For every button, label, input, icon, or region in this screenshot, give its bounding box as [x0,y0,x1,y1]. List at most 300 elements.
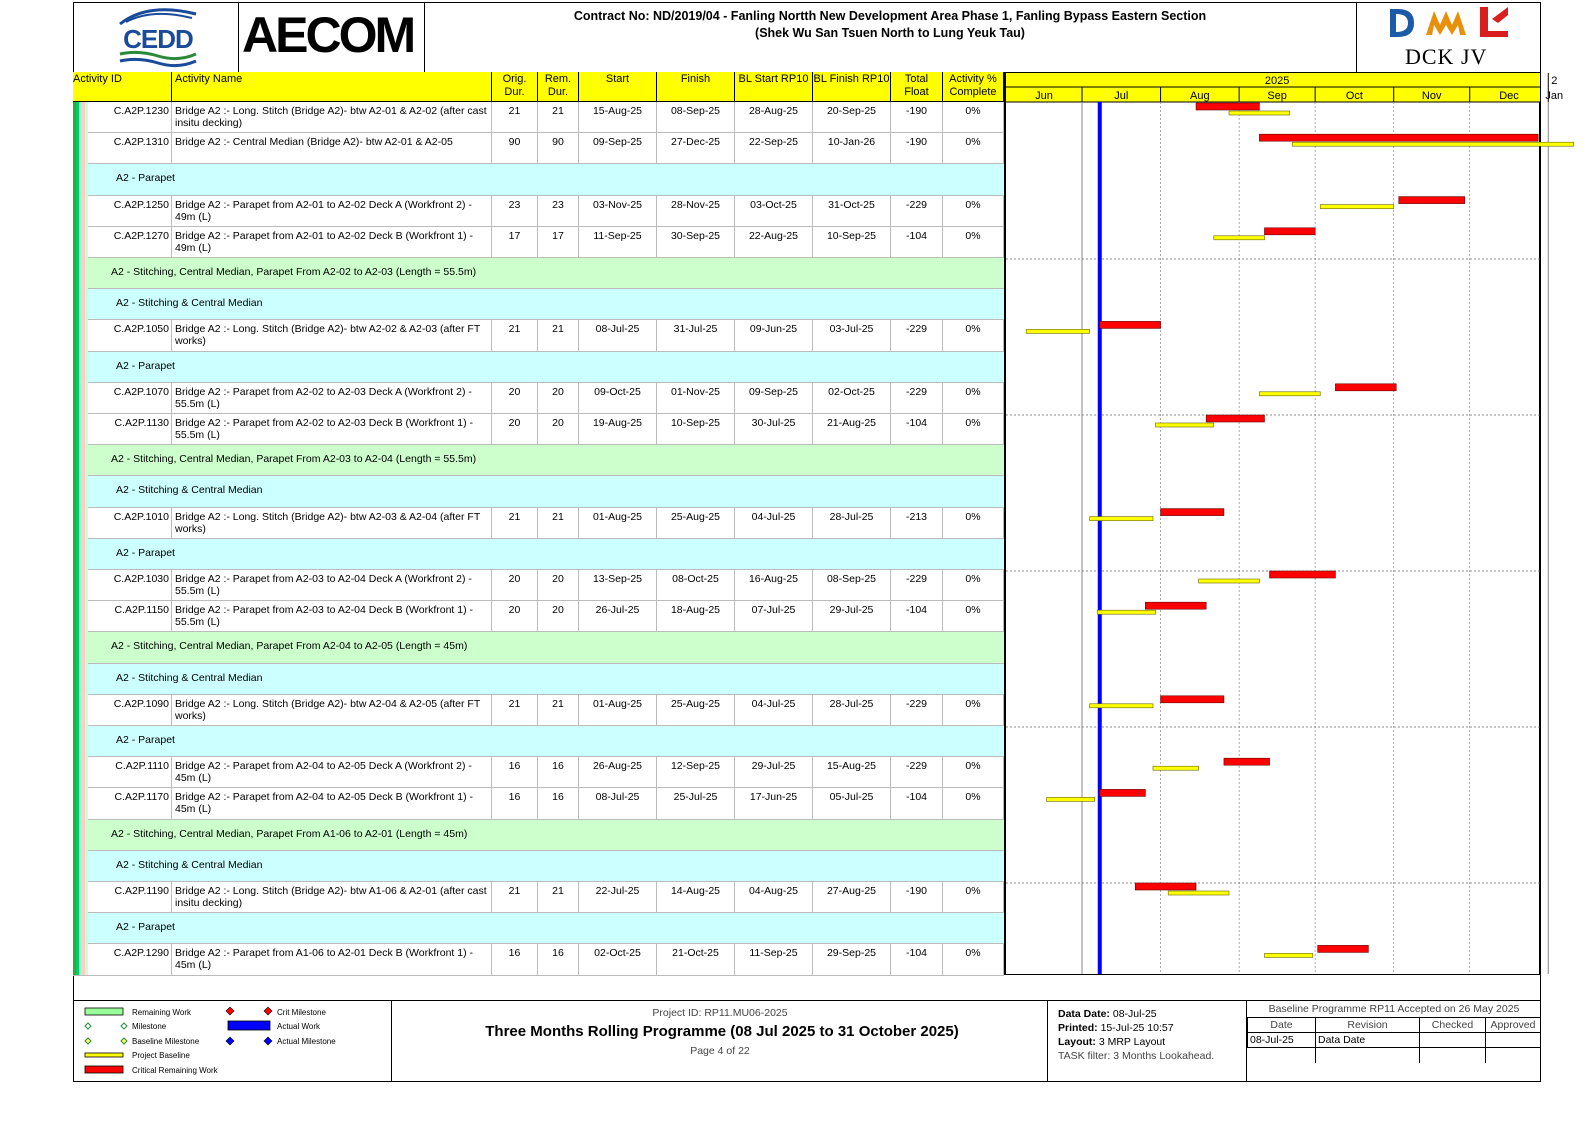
cell-finish: 27-Dec-25 [657,133,735,163]
cell-tf: -190 [891,133,943,163]
cell-name: Bridge A2 :- Long. Stitch (Bridge A2)- btw A1-06 & A2-01 (after cast insitu decking) [172,882,492,912]
wbs-band-row[interactable] [73,289,1004,320]
wbs-band-row[interactable] [73,445,1004,476]
cell-bls: 28-Aug-25 [735,102,813,132]
aecom-logo: AECOM [242,7,414,63]
cell-rem: 23 [538,196,579,226]
cell-blf: 29-Sep-25 [813,944,891,974]
cell-finish: 14-Aug-25 [657,882,735,912]
col-pct-complete[interactable] [943,72,1004,102]
cell-bls: 03-Oct-25 [735,196,813,226]
cell-bls: 04-Jul-25 [735,695,813,725]
cell-id: C.A2P.1110 [99,757,172,787]
legend [73,1000,392,1082]
cell-rem: 90 [538,133,579,163]
wbs-band-label: A2 - Stitching, Central Median, Parapet From A1-06 to A2-01 (Length = 45m) [111,827,468,840]
critical-bar [1318,945,1369,952]
cell-blf: 27-Aug-25 [813,882,891,912]
table-row[interactable] [73,570,1004,601]
col-bl-start[interactable]: BL Start RP10 [735,72,813,102]
cell-name: Bridge A2 :- Parapet from A2-01 to A2-02 Deck A (Workfront 2) - 49m (L) [172,196,492,226]
cell-start: 26-Jul-25 [579,601,657,631]
cell-blf: 02-Oct-25 [813,383,891,413]
cell-orig: 20 [492,383,538,413]
legend-baseline-ms: Baseline Milestone [132,1037,200,1046]
cell-start: 22-Jul-25 [579,882,657,912]
layout-value: 3 MRP Layout [1098,1036,1166,1048]
cell-rem: 21 [538,102,579,132]
critical-bar [1135,883,1196,890]
cell-blf: 15-Aug-25 [813,757,891,787]
legend-milestone: Milestone [132,1022,167,1031]
cell-id: C.A2P.1230 [99,102,172,132]
cedd-logo-text: CEDD [123,24,193,54]
cell-rem: 20 [538,570,579,600]
wbs-band-row[interactable] [73,539,1004,570]
cell-pct: 0% [943,695,1004,725]
cell-name: Bridge A2 :- Parapet from A1-06 to A2-01 Deck B (Workfront 1) - 45m (L) [172,944,492,974]
wbs-band-row[interactable] [73,820,1004,851]
cell-id: C.A2P.1050 [99,320,172,350]
cell-pct: 0% [943,196,1004,226]
cell-tf: -104 [891,944,943,974]
cedd-logo [118,6,198,68]
cell-bls: 04-Jul-25 [735,508,813,538]
printed-label: Printed: [1058,1022,1098,1034]
legend-actual: Actual Work [277,1022,320,1031]
cell-id: C.A2P.1250 [99,196,172,226]
task-filter: TASK filter: 3 Months Lookahead. [1058,1050,1215,1062]
cell-name: Bridge A2 :- Parapet from A2-01 to A2-02 Deck B (Workfront 1) - 49m (L) [172,227,492,257]
cell-orig: 20 [492,570,538,600]
rev-hdr-date: Date [1248,1018,1316,1033]
wbs-band-row[interactable] [73,664,1004,695]
cell-id: C.A2P.1170 [99,788,172,818]
col-rem-dur-l2: Dur. [547,85,569,98]
cell-bls: 09-Sep-25 [735,383,813,413]
cell-finish: 25-Aug-25 [657,695,735,725]
cell-rem: 16 [538,757,579,787]
cell-bls: 09-Jun-25 [735,320,813,350]
rev-revision: Data Date [1316,1033,1420,1048]
cell-name: Bridge A2 :- Parapet from A2-04 to A2-05 Deck B (Workfront 1) - 45m (L) [172,788,492,818]
month-label-dec: Dec [1499,90,1519,102]
cell-start: 19-Aug-25 [579,414,657,444]
baseline-bar [1090,517,1153,521]
baseline-bar [1199,579,1260,583]
critical-bar [1196,103,1259,110]
month-label-oct: Oct [1345,90,1363,102]
cell-tf: -229 [891,383,943,413]
cell-pct: 0% [943,601,1004,631]
wbs-band-row[interactable] [73,851,1004,882]
cell-tf: -229 [891,320,943,350]
critical-bar [1161,696,1224,703]
cell-finish: 08-Sep-25 [657,102,735,132]
cell-name: Bridge A2 :- Parapet from A2-02 to A2-03 Deck B (Workfront 1) - 55.5m (L) [172,414,492,444]
col-finish[interactable]: Finish [657,72,735,102]
table-row[interactable] [73,414,1004,445]
cell-start: 01-Aug-25 [579,695,657,725]
rev-date: 08-Jul-25 [1248,1033,1316,1048]
cell-name: Bridge A2 :- Long. Stitch (Bridge A2)- btw A2-02 & A2-03 (after FT works) [172,320,492,350]
cell-orig: 21 [492,882,538,912]
cell-name: Bridge A2 :- Parapet from A2-02 to A2-03 Deck A (Workfront 2) - 55.5m (L) [172,383,492,413]
rev-empty [1316,1048,1420,1063]
critical-bar [1335,384,1396,391]
cell-blf: 28-Jul-25 [813,695,891,725]
cell-start: 08-Jul-25 [579,788,657,818]
wbs-band-label: A2 - Parapet [116,359,175,372]
critical-bar [1224,758,1270,765]
cell-pct: 0% [943,570,1004,600]
critical-bar [1399,197,1465,204]
table-row[interactable] [73,601,1004,632]
rev-empty [1248,1048,1316,1063]
cell-pct: 0% [943,788,1004,818]
cell-pct: 0% [943,757,1004,787]
cell-start: 09-Oct-25 [579,383,657,413]
wbs-band-row[interactable] [73,258,1004,289]
baseline-bar [1259,392,1320,396]
cell-finish: 08-Oct-25 [657,570,735,600]
year-label: 2025 [1264,75,1290,87]
wbs-band-label: A2 - Stitching & Central Median [116,297,263,310]
contract-title [430,8,1350,42]
baseline-bar [1214,236,1265,240]
baseline-bar [1264,953,1312,957]
baseline-bar [1156,423,1214,427]
cell-start: 15-Aug-25 [579,102,657,132]
rev-hdr-checked: Checked [1420,1018,1486,1033]
col-orig-dur[interactable] [492,72,538,102]
legend-critical: Critical Remaining Work [132,1066,218,1075]
wbs-band-row[interactable] [73,476,1004,507]
cell-blf: 20-Sep-25 [813,102,891,132]
baseline-bar [1168,891,1229,895]
cell-finish: 01-Nov-25 [657,383,735,413]
cell-start: 02-Oct-25 [579,944,657,974]
cell-rem: 17 [538,227,579,257]
cell-orig: 20 [492,414,538,444]
cell-blf: 28-Jul-25 [813,508,891,538]
cell-rem: 16 [538,944,579,974]
header-divider [1356,2,1357,72]
table-row[interactable] [73,944,1004,975]
baseline-bar [1047,797,1095,801]
baseline-bar [1026,329,1089,333]
cell-blf: 10-Sep-25 [813,227,891,257]
table-row[interactable] [73,757,1004,788]
cell-start: 01-Aug-25 [579,508,657,538]
printed-line [1058,1021,1246,1035]
cell-bls: 17-Jun-25 [735,788,813,818]
month-label-nov: Nov [1421,90,1442,102]
cell-orig: 16 [492,757,538,787]
data-date-line [1058,1007,1246,1021]
col-total-float[interactable] [891,72,943,102]
cell-pct: 0% [943,508,1004,538]
cell-finish: 31-Jul-25 [657,320,735,350]
legend-actual-ms: Actual Milestone [277,1037,336,1046]
month-label-jun: Jun [1035,90,1053,102]
cell-pct: 0% [943,882,1004,912]
cell-bls: 22-Sep-25 [735,133,813,163]
baseline-bar [1153,766,1199,770]
cell-orig: 21 [492,508,538,538]
col-tf-l1: Total [904,73,929,85]
wbs-stripes [73,102,99,975]
col-activity-name[interactable]: Activity Name [172,72,492,102]
cell-name: Bridge A2 :- Long. Stitch (Bridge A2)- btw A2-04 & A2-05 (after FT works) [172,695,492,725]
cell-tf: -229 [891,757,943,787]
critical-bar [1264,228,1315,235]
cell-bls: 29-Jul-25 [735,757,813,787]
col-tf-l2: Float [904,85,929,98]
legend-remaining: Remaining Work [132,1008,191,1017]
cell-pct: 0% [943,320,1004,350]
contract-line-2: (Shek Wu San Tsuen North to Lung Yeuk Tau) [755,26,1025,40]
cell-start: 11-Sep-25 [579,227,657,257]
wbs-band-label: A2 - Stitching & Central Median [116,671,263,684]
critical-bar [1100,321,1161,328]
cell-tf: -213 [891,508,943,538]
table-row[interactable] [73,788,1004,819]
cell-id: C.A2P.1190 [99,882,172,912]
cell-rem: 21 [538,508,579,538]
cell-name: Bridge A2 :- Parapet from A2-03 to A2-04 Deck B (Workfront 1) - 55.5m (L) [172,601,492,631]
rev-hdr-approved: Approved [1486,1018,1541,1033]
cell-name: Bridge A2 :- Central Median (Bridge A2)- btw A2-01 & A2-05 [172,133,492,163]
cell-id: C.A2P.1150 [99,601,172,631]
cell-bls: 04-Aug-25 [735,882,813,912]
table-row[interactable] [73,227,1004,258]
cell-pct: 0% [943,133,1004,163]
cell-tf: -229 [891,695,943,725]
col-orig-dur-l2: Dur. [504,85,525,98]
cell-id: C.A2P.1310 [99,133,172,163]
dck-logo-text: DCK JV [1405,44,1488,69]
cell-name: Bridge A2 :- Parapet from A2-03 to A2-04 Deck A (Workfront 2) - 55.5m (L) [172,570,492,600]
baseline-bar [1090,704,1153,708]
baseline-bar [1320,205,1393,209]
cell-orig: 23 [492,196,538,226]
cell-pct: 0% [943,102,1004,132]
cell-id: C.A2P.1130 [99,414,172,444]
cell-bls: 16-Aug-25 [735,570,813,600]
col-rem-dur-l1: Rem. [544,73,572,85]
legend-crit-ms: Crit Milestone [277,1008,326,1017]
cell-pct: 0% [943,414,1004,444]
cell-id: C.A2P.1090 [99,695,172,725]
baseline-bar [1097,610,1155,614]
rev-empty [1486,1048,1541,1063]
cell-finish: 12-Sep-25 [657,757,735,787]
wbs-band-label: A2 - Stitching & Central Median [116,484,263,497]
cell-tf: -104 [891,601,943,631]
page-number: Page 4 of 22 [690,1045,750,1057]
gantt-svg [1006,73,1564,974]
cell-name: Bridge A2 :- Parapet from A2-04 to A2-05 Deck A (Workfront 2) - 45m (L) [172,757,492,787]
cell-rem: 21 [538,695,579,725]
baseline-note: Baseline Programme RP11 Accepted on 26 May 2025 [1268,1003,1520,1015]
cell-start: 13-Sep-25 [579,570,657,600]
wbs-band-label: A2 - Parapet [116,734,175,746]
cell-finish: 25-Jul-25 [657,788,735,818]
critical-bar [1161,509,1224,516]
cell-orig: 16 [492,788,538,818]
wbs-band-row[interactable] [73,352,1004,383]
cell-blf: 10-Jan-26 [813,133,891,163]
year-next-label: 2 [1551,75,1558,87]
legend-project-baseline: Project Baseline [132,1051,190,1060]
col-start[interactable]: Start [579,72,657,102]
cell-tf: -190 [891,882,943,912]
revision-block [1247,1000,1541,1082]
cell-bls: 11-Sep-25 [735,944,813,974]
data-date-line [1098,102,1102,974]
cell-rem: 16 [538,788,579,818]
cell-orig: 21 [492,695,538,725]
critical-bar [1206,415,1264,422]
table-row[interactable] [73,383,1004,414]
cell-pct: 0% [943,944,1004,974]
cell-blf: 05-Jul-25 [813,788,891,818]
critical-bar [1270,571,1336,578]
cell-orig: 20 [492,601,538,631]
cell-tf: -190 [891,102,943,132]
cell-finish: 18-Aug-25 [657,601,735,631]
wbs-band-row[interactable] [73,164,1004,195]
col-orig-dur-l1: Orig. [502,73,527,85]
cell-tf: -104 [891,788,943,818]
cell-id: C.A2P.1290 [99,944,172,974]
wbs-band-row[interactable] [73,632,1004,663]
table-row[interactable] [73,133,1004,164]
table-row[interactable] [73,102,1004,133]
month-label-jul: Jul [1114,90,1129,102]
table-row[interactable] [73,320,1004,351]
cell-tf: -104 [891,227,943,257]
wbs-band-label: A2 - Stitching, Central Median, Parapet From A2-04 to A2-05 (Length = 45m) [111,640,468,653]
layout-line [1058,1035,1246,1049]
table-row[interactable] [73,196,1004,227]
cell-orig: 17 [492,227,538,257]
cell-blf: 29-Jul-25 [813,601,891,631]
cell-id: C.A2P.1010 [99,508,172,538]
cell-bls: 30-Jul-25 [735,414,813,444]
cell-blf: 03-Jul-25 [813,320,891,350]
cell-tf: -229 [891,570,943,600]
cell-start: 09-Sep-25 [579,133,657,163]
cell-tf: -229 [891,196,943,226]
data-date-value: 08-Jul-25 [1112,1008,1157,1020]
cell-id: C.A2P.1070 [99,383,172,413]
col-rem-dur[interactable] [538,72,579,102]
rev-empty [1420,1048,1486,1063]
cell-name: Bridge A2 :- Long. Stitch (Bridge A2)- btw A2-01 & A2-02 (after cast insitu decking) [172,102,492,132]
wbs-band-row[interactable] [73,913,1004,944]
wbs-band-label: A2 - Parapet [116,172,175,185]
cell-id: C.A2P.1030 [99,570,172,600]
cell-blf: 31-Oct-25 [813,196,891,226]
cell-rem: 21 [538,882,579,912]
month-label-jan: Jan [1545,90,1564,102]
cell-blf: 21-Aug-25 [813,414,891,444]
gantt-chart [1004,72,1564,975]
critical-bar [1145,602,1206,609]
cell-start: 08-Jul-25 [579,320,657,350]
table-row[interactable] [73,508,1004,539]
cell-bls: 07-Jul-25 [735,601,813,631]
cell-finish: 25-Aug-25 [657,508,735,538]
rev-approved [1486,1033,1541,1048]
wbs-band-label: A2 - Stitching, Central Median, Parapet From A2-02 to A2-03 (Length = 55.5m) [111,266,477,278]
footer-title-block [392,1000,1048,1082]
rev-checked [1420,1033,1486,1048]
col-pct-l1: Activity % [949,73,997,85]
layout-label: Layout: [1058,1036,1096,1048]
cell-finish: 10-Sep-25 [657,414,735,444]
project-id: Project ID: RP11.MU06-2025 [652,1007,788,1019]
cell-id: C.A2P.1270 [99,227,172,257]
cell-rem: 20 [538,383,579,413]
cell-rem: 20 [538,601,579,631]
revision-table [1247,1017,1541,1063]
cell-start: 03-Nov-25 [579,196,657,226]
cell-tf: -104 [891,414,943,444]
cell-orig: 16 [492,944,538,974]
month-label-aug: Aug [1190,90,1210,102]
col-bl-finish[interactable]: BL Finish RP10 [813,72,891,102]
cell-finish: 21-Oct-25 [657,944,735,974]
cell-blf: 08-Sep-25 [813,570,891,600]
cell-finish: 28-Nov-25 [657,196,735,226]
cell-name: Bridge A2 :- Long. Stitch (Bridge A2)- btw A2-03 & A2-04 (after FT works) [172,508,492,538]
col-pct-l2: Complete [949,85,997,98]
cell-orig: 21 [492,102,538,132]
cell-pct: 0% [943,383,1004,413]
critical-bar [1259,134,1538,141]
wbs-band-label: A2 - Stitching, Central Median, Parapet From A2-03 to A2-04 (Length = 55.5m) [111,453,477,466]
table-row[interactable] [73,882,1004,913]
col-activity-id[interactable]: Activity ID [73,72,172,102]
wbs-band-label: A2 - Parapet [116,546,175,559]
cell-finish: 30-Sep-25 [657,227,735,257]
table-row[interactable] [73,695,1004,726]
dck-logo-icon [1388,5,1513,41]
cell-orig: 21 [492,320,538,350]
baseline-bar [1229,111,1290,115]
cell-pct: 0% [943,227,1004,257]
month-label-sep: Sep [1267,90,1287,102]
cell-rem: 21 [538,320,579,350]
printed-value: 15-Jul-25 10:57 [1100,1022,1174,1034]
date-block [1048,1000,1247,1082]
data-date-label: Data Date: [1058,1008,1110,1020]
cell-bls: 22-Aug-25 [735,227,813,257]
cell-orig: 90 [492,133,538,163]
contract-line-1: Contract No: ND/2019/04 - Fanling Nortth New Development Area Phase 1, Fanling Bypass Eastern Section [573,9,1207,23]
cell-start: 26-Aug-25 [579,757,657,787]
rev-hdr-revision: Revision [1316,1018,1420,1033]
legend-symbols [73,1001,392,1083]
wbs-band-row[interactable] [73,726,1004,757]
critical-bar [1100,789,1146,796]
wbs-band-label: A2 - Stitching & Central Median [116,858,263,871]
baseline-bar [1292,142,1573,146]
cell-rem: 20 [538,414,579,444]
